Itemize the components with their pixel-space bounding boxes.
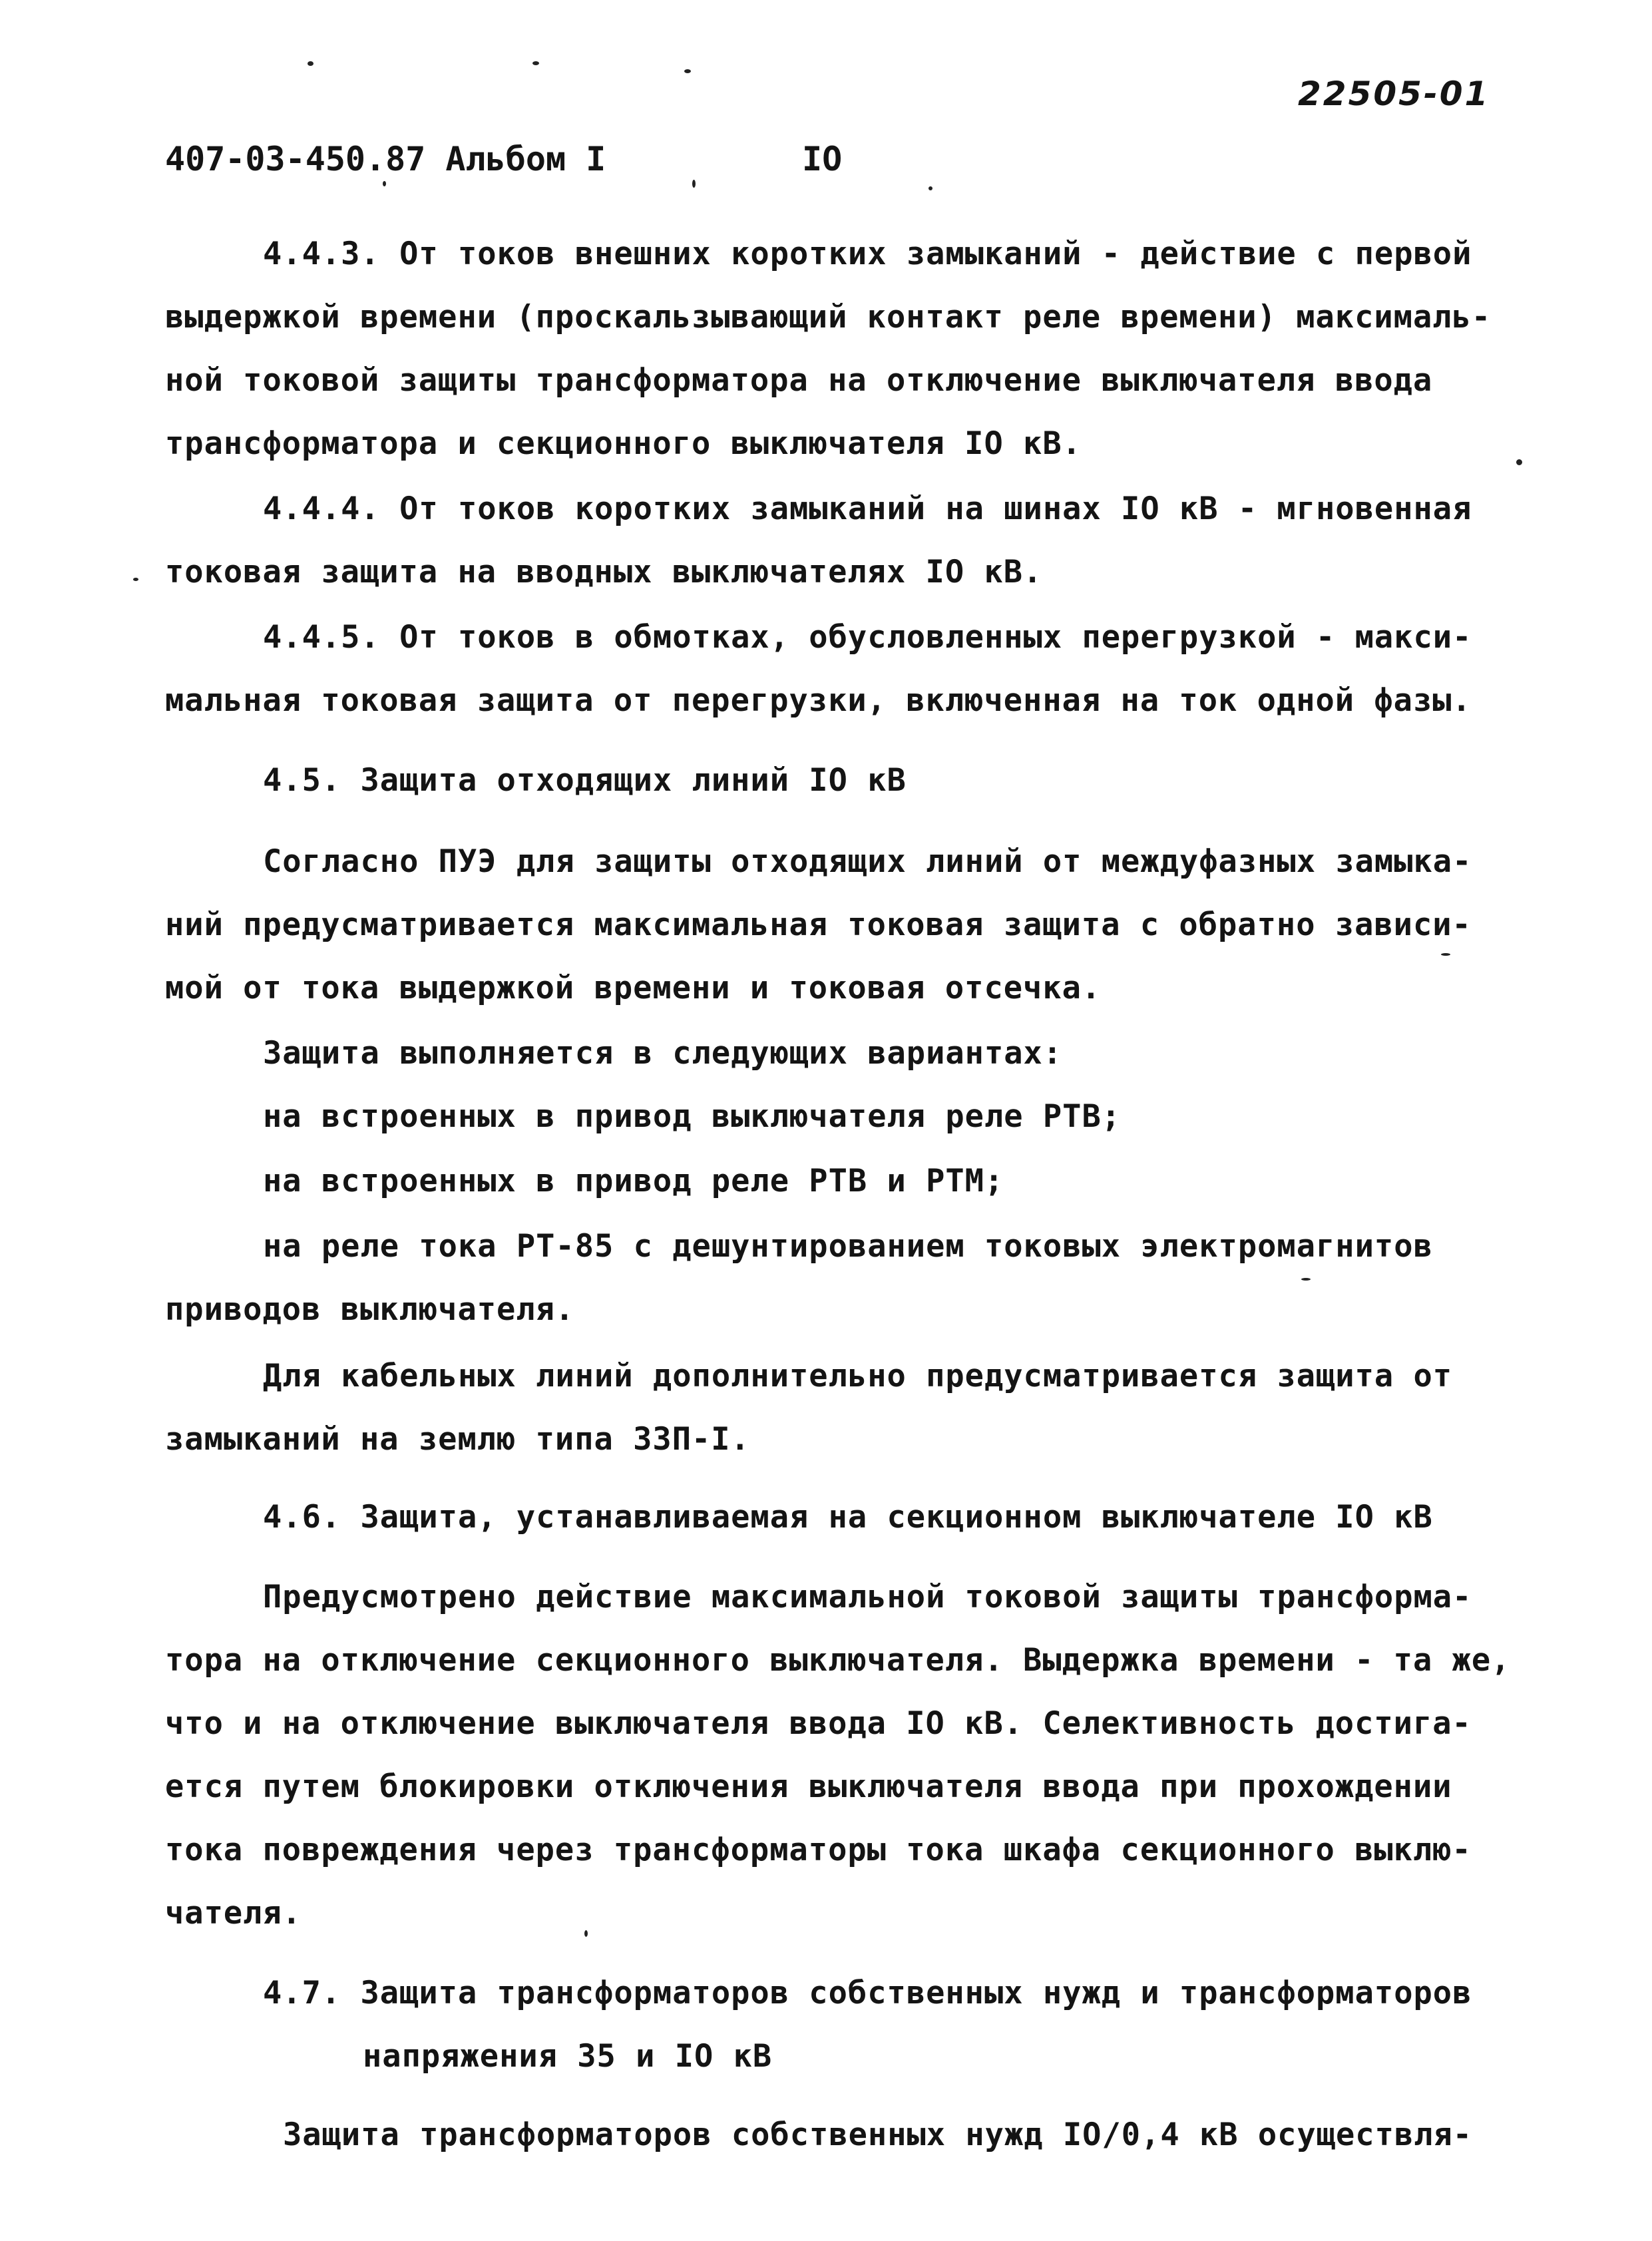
scan-speck	[308, 61, 313, 66]
text-line: что и на отключение выключателя ввода IO кВ. Селективность достига-	[165, 1705, 1472, 1742]
scan-speck	[1441, 953, 1450, 956]
scan-speck	[584, 1930, 588, 1937]
scan-speck	[684, 69, 691, 73]
text-line: токовая защита на вводных выключателях IO кВ.	[165, 554, 1043, 590]
text-line: приводов выключателя.	[165, 1291, 575, 1328]
text-line: Для кабельных линий дополнительно предусматривается защита от	[263, 1358, 1453, 1394]
text-line: выдержкой времени (проскальзывающий контакт реле времени) максималь-	[165, 299, 1492, 335]
section-heading-continued: напряжения 35 и IO кВ	[363, 2038, 773, 2075]
scan-speck	[1301, 1278, 1311, 1281]
scan-speck	[133, 578, 138, 581]
page-number: IO	[802, 140, 843, 178]
text-line: Защита трансформаторов собственных нужд IO/0,4 кВ осуществля-	[283, 2117, 1473, 2153]
text-line: ной токовой защиты трансформатора на отключение выключателя ввода	[165, 362, 1433, 399]
section-heading: 4.6. Защита, устанавливаемая на секционном выключателе IO кВ	[263, 1499, 1433, 1535]
scan-speck	[1516, 459, 1522, 465]
text-line: Предусмотрено действие максимальной токовой защиты трансформа-	[263, 1579, 1472, 1615]
text-line: 4.4.4. От токов коротких замыканий на шинах IO кВ - мгновенная	[263, 491, 1472, 527]
list-item: на реле тока РТ-85 с дешунтированием токовых электромагнитов	[263, 1228, 1433, 1265]
list-item: на встроенных в привод реле РТВ и РТМ;	[263, 1163, 1004, 1199]
section-heading: 4.7. Защита трансформаторов собственных нужд и трансформаторов	[263, 1975, 1472, 2011]
text-line: трансформатора и секционного выключателя IO кВ.	[165, 425, 1082, 462]
text-line: чателя.	[165, 1895, 302, 1932]
scan-speck	[532, 61, 539, 65]
album-designation: 407-03-450.87 Альбом I	[165, 140, 606, 178]
scan-speck	[929, 186, 932, 190]
text-line: мой от тока выдержкой времени и токовая отсечка.	[165, 970, 1102, 1006]
text-line: мальная токовая защита от перегрузки, включенная на ток одной фазы.	[165, 682, 1472, 719]
text-line: Защита выполняется в следующих вариантах:	[263, 1035, 1063, 1072]
text-line: замыканий на землю типа ЗЗП-I.	[165, 1421, 750, 1458]
text-line: тока повреждения через трансформаторы тока шкафа секционного выклю-	[165, 1832, 1472, 1868]
text-line: тора на отключение секционного выключателя. Выдержка времени - та же,	[165, 1642, 1511, 1679]
list-item: на встроенных в привод выключателя реле РТВ;	[263, 1098, 1122, 1135]
text-line: 4.4.3. От токов внешних коротких замыканий - действие с первой	[263, 236, 1472, 272]
text-line: 4.4.5. От токов в обмотках, обусловленных перегрузкой - макси-	[263, 619, 1472, 656]
scan-speck	[692, 180, 696, 188]
section-heading: 4.5. Защита отходящих линий IO кВ	[263, 762, 907, 799]
text-line: ется путем блокировки отключения выключателя ввода при прохождении	[165, 1768, 1452, 1805]
text-line: ний предусматривается максимальная токовая защита с обратно зависи-	[165, 907, 1472, 943]
document-code: 22505-01	[1298, 75, 1490, 113]
scan-speck	[383, 181, 386, 186]
text-line: Согласно ПУЭ для защиты отходящих линий от междуфазных замыка-	[263, 843, 1472, 880]
